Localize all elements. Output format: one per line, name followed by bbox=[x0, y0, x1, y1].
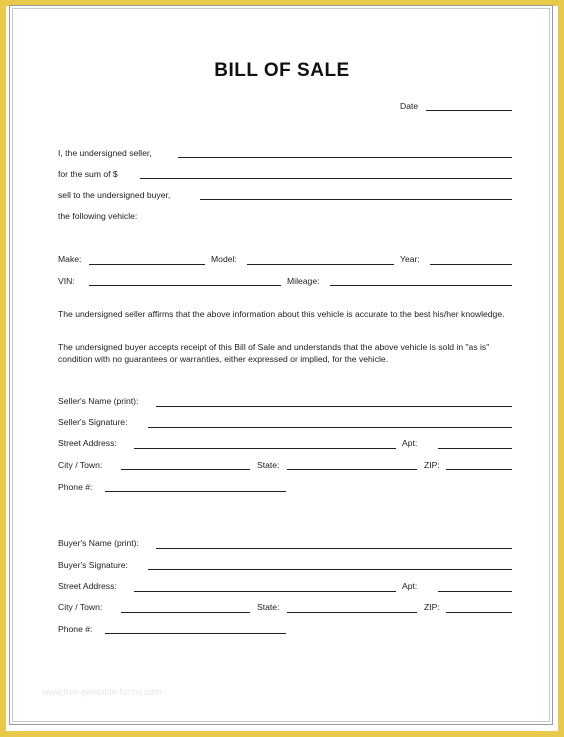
buyer-state-field[interactable] bbox=[287, 612, 417, 613]
seller-intro-label: I, the undersigned seller, bbox=[58, 148, 152, 158]
seller-state-field[interactable] bbox=[287, 469, 417, 470]
year-label: Year: bbox=[400, 254, 420, 264]
buyer-name-label: Buyer's Name (print): bbox=[58, 538, 139, 548]
seller-apt-field[interactable] bbox=[438, 448, 512, 449]
seller-signature-field[interactable] bbox=[148, 427, 512, 428]
mileage-field[interactable] bbox=[330, 285, 512, 286]
buyer-name-field[interactable] bbox=[156, 548, 512, 549]
buyer-city-field[interactable] bbox=[121, 612, 250, 613]
buyer-acceptance-text: The undersigned buyer accepts receipt of this Bill of Sale and understands that the above vehicle is sold in "as is" condition with no guarantees or warranties, either expressed or implied, for the vehicle. bbox=[58, 342, 490, 364]
buyer-zip-field[interactable] bbox=[446, 612, 512, 613]
seller-zip-field[interactable] bbox=[446, 469, 512, 470]
vin-label: VIN: bbox=[58, 276, 75, 286]
seller-zip-label: ZIP: bbox=[424, 460, 440, 470]
seller-city-label: City / Town: bbox=[58, 460, 103, 470]
year-field[interactable] bbox=[430, 264, 512, 265]
buyer-phone-label: Phone #: bbox=[58, 624, 93, 634]
vin-field[interactable] bbox=[89, 285, 281, 286]
mileage-label: Mileage: bbox=[287, 276, 320, 286]
seller-name-field[interactable] bbox=[156, 406, 512, 407]
buyer-apt-field[interactable] bbox=[438, 591, 512, 592]
model-field[interactable] bbox=[247, 264, 394, 265]
inner-border bbox=[12, 8, 550, 722]
buyer-city-label: City / Town: bbox=[58, 602, 103, 612]
sum-label: for the sum of $ bbox=[58, 169, 118, 179]
seller-phone-label: Phone #: bbox=[58, 482, 93, 492]
buyer-intro-field[interactable] bbox=[200, 199, 512, 200]
buyer-street-field[interactable] bbox=[134, 591, 396, 592]
buyer-apt-label: Apt: bbox=[402, 581, 418, 591]
following-vehicle-label: the following vehicle: bbox=[58, 211, 138, 221]
seller-signature-label: Seller's Signature: bbox=[58, 417, 128, 427]
seller-affirmation-text: The undersigned seller affirms that the above information about this vehicle is accurate to the best his/her knowledge. bbox=[58, 309, 505, 319]
watermark: www.free-printable-forms.com bbox=[42, 687, 162, 697]
buyer-street-label: Street Address: bbox=[58, 581, 117, 591]
sum-field[interactable] bbox=[140, 178, 512, 179]
seller-city-field[interactable] bbox=[121, 469, 250, 470]
buyer-zip-label: ZIP: bbox=[424, 602, 440, 612]
buyer-signature-field[interactable] bbox=[148, 569, 512, 570]
seller-apt-label: Apt: bbox=[402, 438, 418, 448]
date-label: Date bbox=[400, 101, 419, 111]
make-label: Make: bbox=[58, 254, 82, 264]
seller-state-label: State: bbox=[257, 460, 280, 470]
buyer-phone-field[interactable] bbox=[105, 633, 286, 634]
model-label: Model: bbox=[211, 254, 237, 264]
seller-name-intro-field[interactable] bbox=[178, 157, 512, 158]
seller-street-field[interactable] bbox=[134, 448, 396, 449]
make-field[interactable] bbox=[89, 264, 205, 265]
sell-to-label: sell to the undersigned buyer, bbox=[58, 190, 171, 200]
seller-name-label: Seller's Name (print): bbox=[58, 396, 139, 406]
seller-street-label: Street Address: bbox=[58, 438, 117, 448]
document-title: BILL OF SALE bbox=[214, 60, 350, 81]
buyer-state-label: State: bbox=[257, 602, 280, 612]
seller-phone-field[interactable] bbox=[105, 491, 286, 492]
date-field[interactable] bbox=[426, 110, 512, 111]
buyer-signature-label: Buyer's Signature: bbox=[58, 560, 128, 570]
